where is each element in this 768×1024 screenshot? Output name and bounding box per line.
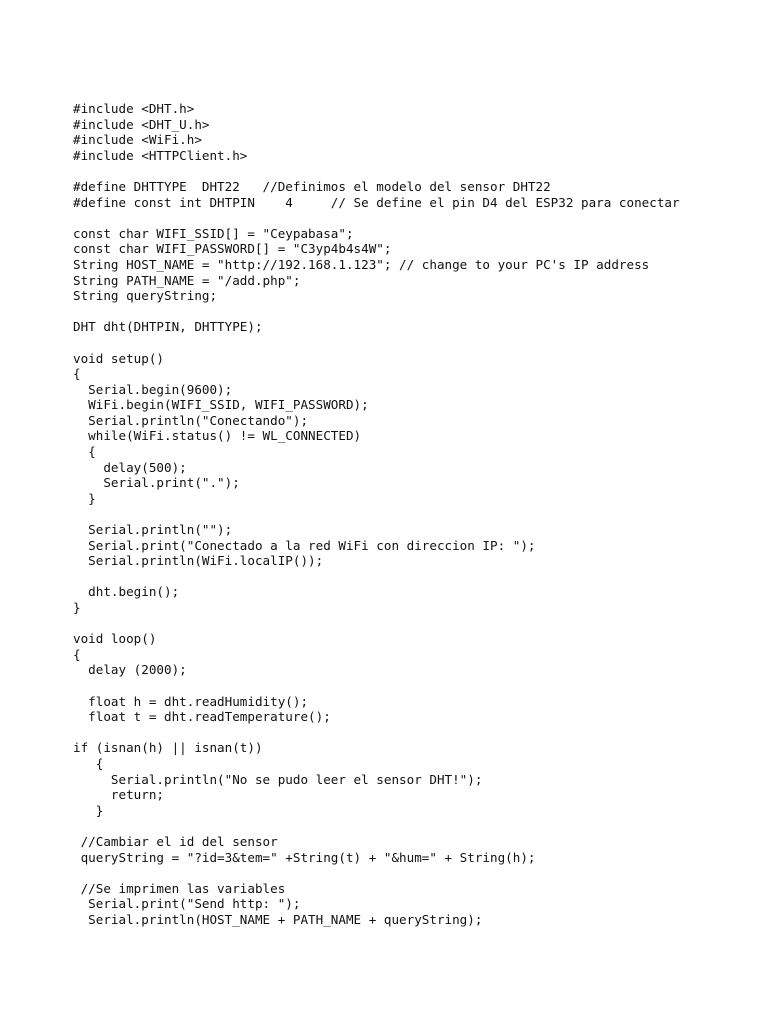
code-line: #include <WiFi.h> [73, 132, 202, 148]
code-line: } [73, 490, 96, 506]
code-line: return; [73, 787, 164, 803]
code-line: const char WIFI_SSID[] = "Ceypabasa"; [73, 225, 354, 241]
code-line: Serial.print("."); [73, 475, 240, 491]
code-line: Serial.print("Conectado a la red WiFi con direccion IP: "); [73, 537, 536, 553]
blank-line [73, 304, 680, 320]
blank-line [73, 678, 680, 694]
code-line: #define DHTTYPE DHT22 //Definimos el modelo del sensor DHT22 [73, 178, 551, 194]
code-line: #define const int DHTPIN 4 // Se define el pin D4 del ESP32 para conectar [73, 194, 680, 210]
code-line: { [73, 646, 81, 662]
code-line: void setup() [73, 350, 164, 366]
code-line: String PATH_NAME = "/add.php"; [73, 272, 301, 288]
code-line: WiFi.begin(WIFI_SSID, WIFI_PASSWORD); [73, 397, 369, 413]
code-line: Serial.println(HOST_NAME + PATH_NAME + queryString); [73, 911, 483, 927]
code-line: Serial.println(WiFi.localIP()); [73, 553, 324, 569]
code-line: String HOST_NAME = "http://192.168.1.123"; // change to your PC's IP address [73, 256, 650, 272]
code-line: { [73, 755, 104, 771]
code-block [73, 101, 680, 927]
code-line: Serial.println("Conectando"); [73, 412, 309, 428]
code-line: Serial.print("Send http: "); [73, 896, 301, 912]
code-line: float h = dht.readHumidity(); [73, 693, 309, 709]
code-line: Serial.println("No se pudo leer el sensor DHT!"); [73, 771, 483, 787]
blank-line [73, 210, 680, 226]
code-line: while(WiFi.status() != WL_CONNECTED) [73, 428, 362, 444]
code-line: //Se imprimen las variables [73, 880, 286, 896]
code-line: { [73, 444, 96, 460]
code-line: #include <HTTPClient.h> [73, 147, 248, 163]
code-line: #include <DHT_U.h> [73, 116, 210, 132]
code-line: DHT dht(DHTPIN, DHTTYPE); [73, 319, 263, 335]
blank-line [73, 616, 680, 632]
code-line: //Cambiar el id del sensor [73, 833, 278, 849]
code-line: delay (2000); [73, 662, 187, 678]
blank-line [73, 865, 680, 881]
code-line: dht.begin(); [73, 584, 180, 600]
code-line: const char WIFI_PASSWORD[] = "C3yp4b4s4W"; [73, 241, 392, 257]
code-line: queryString = "?id=3&tem=" +String(t) + "&hum=" + String(h); [73, 849, 536, 865]
code-line: void loop() [73, 631, 157, 647]
code-line: delay(500); [73, 459, 187, 475]
blank-line [73, 163, 680, 179]
code-line: float t = dht.readTemperature(); [73, 709, 331, 725]
code-line: { [73, 366, 81, 382]
blank-line [73, 725, 680, 741]
blank-line [73, 335, 680, 351]
blank-line [73, 569, 680, 585]
blank-line [73, 506, 680, 522]
code-line: } [73, 600, 81, 615]
code-line: if (isnan(h) || isnan(t)) [73, 740, 263, 756]
blank-line [73, 818, 680, 834]
code-line: Serial.println(""); [73, 522, 233, 538]
code-line: #include <DHT.h> [73, 101, 195, 116]
code-line: } [73, 802, 104, 818]
code-line: Serial.begin(9600); [73, 381, 233, 397]
code-line: String queryString; [73, 288, 218, 304]
